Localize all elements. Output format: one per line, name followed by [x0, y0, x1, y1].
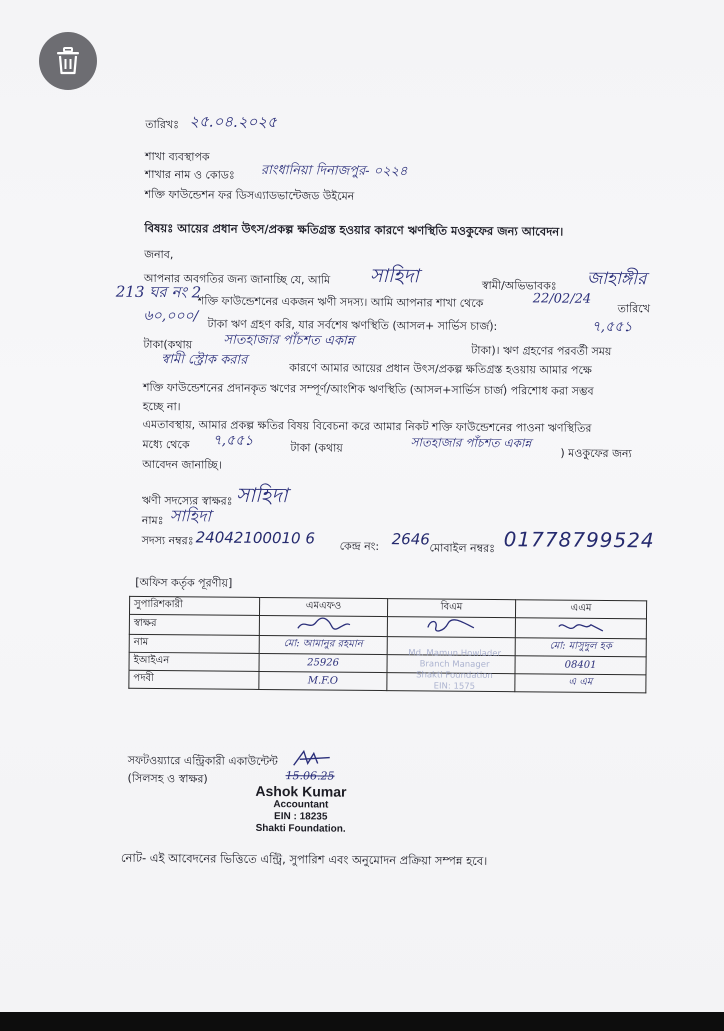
mobile-handwritten: 01778799524 [503, 527, 655, 553]
row-label: ইআইএন [129, 652, 259, 671]
entry-label: সফটওয়্যারে এন্ট্রিকারী একাউন্টেন্ট [127, 753, 278, 769]
bm-stamp: Md. Mamun Howlader Branch Manager Shakti Foundation EIN: 1575 [408, 648, 502, 692]
waive-amount-handwritten: ৭,৫৫১ [212, 432, 254, 449]
balance-handwritten: ৭,৫৫১ [591, 318, 633, 336]
body-text: শক্তি ফাউন্ডেশনের প্রদানকৃত ঋণের সম্পূর্ণ/আংশিক ঋণস্থিতি (আসল+সার্ভিস চার্জ) পরিশোধ করা সম্ভব [142, 380, 594, 398]
member-no-label: সদস্য নম্বরঃ [141, 533, 194, 548]
body-text: হচ্ছে না। [142, 399, 181, 414]
body-text: কারণে আমার আয়ের প্রধান উৎস/প্রকল্প ক্ষতিগ্রস্ত হওয়ায় আমার পক্ষে [289, 361, 592, 377]
body-text: আপনার অবগতির জন্য জানাচ্ছি যে, আমি [143, 271, 331, 287]
subject-line: বিষয়ঃ আয়ের প্রধান উৎস/প্রকল্প ক্ষতিগ্রস্ত হওয়ার কারণে ঋণস্থিতি মওকুফের জন্য আবেদন। [144, 220, 564, 239]
am-title: এ এম [515, 674, 646, 693]
center-handwritten: 2646 [391, 530, 430, 549]
accountant-org: Shakti Foundation. [255, 822, 346, 835]
bm-signature [387, 617, 515, 638]
foundation-line: শক্তি ফাউন্ডেশন ফর ডিসএ্যাডভান্টেজড উইমেন [144, 187, 355, 203]
am-signature [515, 618, 646, 639]
trash-icon [55, 47, 81, 75]
accountant-name: Ashok Kumar [255, 782, 347, 800]
member-signature-label: ঋণী সদস্যের স্বাক্ষরঃ [141, 493, 233, 508]
loan-amount-handwritten: ৬০,০০০/ [143, 307, 199, 325]
table-header: এএম [515, 600, 646, 619]
table-header: বিএম [387, 599, 515, 618]
mfo-name: মো: আমানুর রহমান [259, 635, 387, 654]
accountant-signature [290, 747, 350, 770]
accountant-sig-date: 15.06.25 [285, 769, 335, 783]
row-label: নাম [129, 634, 259, 653]
seal-label: (সিলসহ ও স্বাক্ষর) [127, 771, 208, 786]
member-signature: সাহিদা [235, 482, 288, 508]
body-text: টাকা)। ঋণ গ্রহণের পরবর্তী সময় [471, 343, 612, 359]
row-label: পদবী [129, 670, 259, 689]
date-label: তারিখঃ [145, 117, 180, 132]
member-handwritten: 213 ঘর নং 2 [115, 282, 202, 302]
member-no-handwritten: 24042100010 6 [195, 528, 316, 548]
body-text: এমতাবস্থায়, আমার প্রকল্প ক্ষতির বিষয় বিবেচনা করে আমার নিকট শক্তি ফাউন্ডেশনের পাওনা ঋণস্থিতির [142, 417, 592, 435]
body-text: টাকা(কথায় [143, 337, 193, 352]
accountant-seal [255, 783, 346, 836]
body-text: ) মওকুফের জন্য [560, 446, 632, 461]
waive-words-handwritten: সাতহাজার পাঁচশত একান্ন [410, 435, 532, 451]
delete-button[interactable] [39, 32, 97, 90]
body-text: টাকা ঋণ গ্রহণ করি, যার সর্বশেষ ঋণস্থিতি (আসল+ সার্ভিস চার্জ): [207, 317, 498, 334]
body-text: আবেদন জানাচ্ছি। [142, 457, 222, 472]
accountant-title: Accountant [273, 799, 329, 811]
office-note: [অফিস কর্তৃক পূরণীয়] [135, 575, 233, 590]
mobile-label: মোবাইল নম্বরঃ [429, 541, 496, 556]
table-header: সুপারিশকারী [129, 596, 259, 615]
table-header: এমএফও [259, 597, 387, 616]
member-name-label: নামঃ [141, 513, 164, 528]
manager-line: শাখা ব্যবস্থাপক [144, 149, 210, 164]
footer-note: নোট- এই আবেদনের ভিত্তিতে এন্ট্রি, সুপারিশ এবং অনুমোদন প্রক্রিয়া সম্পন্ন হবে। [120, 850, 488, 868]
mfo-title: M.F.O [259, 671, 387, 690]
am-name: মো: মাসুদুল হক [515, 638, 646, 657]
balance-words-handwritten: সাতহাজার পাঁচশত একান্ন [223, 332, 355, 349]
center-label: কেন্দ্র নং: [339, 539, 380, 553]
body-text: তারিখে [617, 302, 651, 316]
loan-date-handwritten: 22/02/24 [532, 291, 592, 307]
member-name-handwritten: সাহিদা [169, 506, 212, 526]
branch-value: রাংধানিয়া দিনাজপুর- ০২২৪ [260, 162, 408, 180]
body-text: স্বামী/অভিভাবকঃ [481, 278, 557, 293]
branch-label: শাখার নাম ও কোডঃ [144, 167, 235, 182]
salutation: জনাব, [144, 247, 174, 262]
applicant-name-handwritten: সাহিদা [369, 264, 420, 288]
reason-handwritten: স্বামী স্ট্রোক করার [161, 352, 248, 368]
date-value: ২৫.০৪.২০২৫ [189, 112, 277, 132]
mfo-ein: 25926 [259, 653, 387, 672]
body-text: মধ্যে থেকে [142, 437, 190, 452]
recommendation-table [128, 596, 647, 694]
body-text: শক্তি ফাউন্ডেশনের একজন ঋণী সদস্য। আমি আপনার শাখা থেকে [197, 294, 484, 310]
accountant-ein: EIN : 18235 [274, 811, 328, 823]
guardian-handwritten: জাহাঙ্গীর [586, 268, 647, 290]
mfo-signature [259, 615, 387, 636]
row-label: স্বাক্ষর [129, 614, 259, 635]
body-text: টাকা (কথায় [290, 441, 343, 455]
bottom-bar [0, 1012, 724, 1031]
am-ein: 08401 [515, 656, 646, 675]
